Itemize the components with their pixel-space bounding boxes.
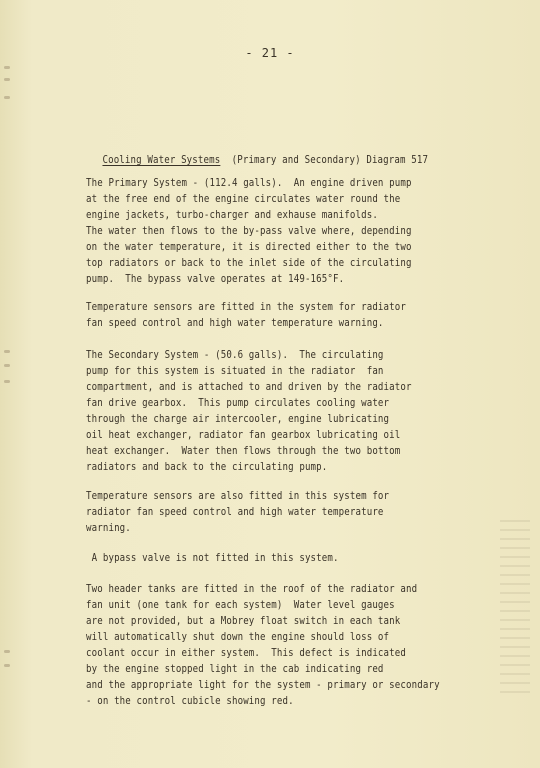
edge-mark [4, 650, 10, 653]
body-line: Temperature sensors are fitted in the system for radiator [86, 301, 407, 313]
body-line: oil heat exchanger, radiator fan gearbox lubricating oil [86, 429, 401, 441]
body-line: fan unit (one tank for each system) Water level gauges [86, 599, 395, 611]
body-line: and the appropriate light for the system - primary or secondary [86, 679, 440, 691]
body-line: The Primary System - (112.4 galls). An engine driven pump [86, 177, 412, 189]
edge-mark [4, 364, 10, 367]
body-line: The Secondary System - (50.6 galls). The circulating [86, 349, 384, 361]
body-line: fan drive gearbox. This pump circulates cooling water [86, 397, 390, 409]
body-line: are not provided, but a Mobrey float switch in each tank [86, 615, 401, 627]
body-line: coolant occur in either system. This defect is indicated [86, 647, 407, 659]
section-title [80, 142, 428, 178]
body-line: at the free end of the engine circulates water round the [86, 193, 401, 205]
body-line: - on the control cubicle showing red. [86, 695, 294, 707]
body-line: The water then flows to the by-pass valve where, depending [86, 225, 412, 237]
body-line: on the water temperature, it is directed either to the two [86, 241, 412, 253]
page-number: - 21 - [245, 46, 295, 60]
edge-mark [4, 78, 10, 81]
body-line: Temperature sensors are also fitted in this system for [86, 490, 390, 502]
body-line: A bypass valve is not fitted in this system. [86, 552, 339, 564]
body-line: top radiators or back to the inlet side of the circulating [86, 257, 412, 269]
body-line: Two header tanks are fitted in the roof of the radiator and [86, 583, 418, 595]
bleed-through-text [500, 520, 530, 700]
body-line: through the charge air intercooler, engine lubricating [86, 413, 390, 425]
edge-mark [4, 350, 10, 353]
edge-mark [4, 380, 10, 383]
body-line: fan speed control and high water temperature warning. [86, 317, 384, 329]
body-line: will automatically shut down the engine should loss of [86, 631, 390, 643]
body-line: pump for this system is situated in the radiator fan [86, 365, 384, 377]
body-line: compartment, and is attached to and driven by the radiator [86, 381, 412, 393]
body-line: pump. The bypass valve operates at 149-165°F. [86, 273, 345, 285]
body-line: warning. [86, 522, 131, 534]
body-line: radiator fan speed control and high water temperature [86, 506, 384, 518]
body-line: by the engine stopped light in the cab indicating red [86, 663, 384, 675]
section-title-rest: (Primary and Secondary) Diagram 517 [220, 154, 429, 166]
edge-mark [4, 66, 10, 69]
body-line: engine jackets, turbo-charger and exhause manifolds. [86, 209, 378, 221]
body-line: radiators and back to the circulating pump. [86, 461, 328, 473]
body-line: heat exchanger. Water then flows through the two bottom [86, 445, 401, 457]
edge-mark [4, 664, 10, 667]
section-title-underlined: Cooling Water Systems [102, 154, 221, 166]
edge-mark [4, 96, 10, 99]
